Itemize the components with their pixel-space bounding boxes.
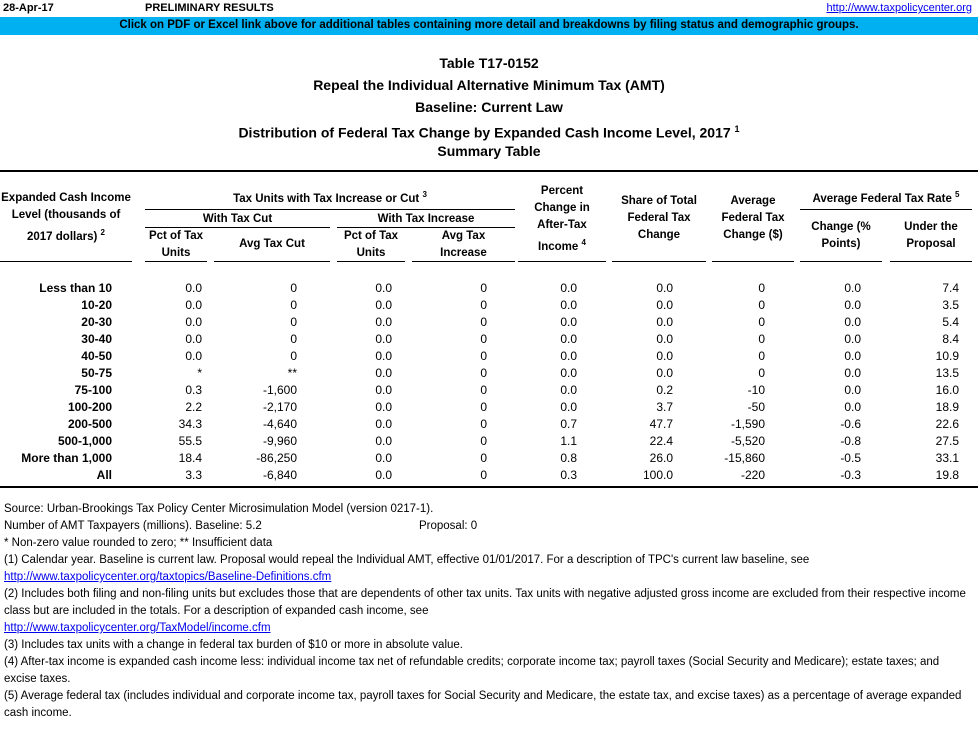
table-cell: -1,590: [730, 416, 765, 431]
table-cell: 0: [480, 297, 487, 312]
under-proposal-header: Under the Proposal: [904, 221, 958, 250]
table-cell: 0: [758, 365, 765, 380]
with-cut-header: With Tax Cut: [202, 213, 273, 225]
table-cell: 0.0: [844, 382, 861, 397]
banner-text: Click on PDF or Excel link above for additional tables containing more detail and breakdowns by filing status and demographic groups.: [119, 19, 859, 31]
note-1: (1) Calendar year. Baseline is current law. Proposal would repeal the Individual AMT, effective 01/01/2017. For a description of TPC's current law baseline, see: [4, 554, 810, 566]
table-cell: 0.0: [375, 399, 392, 414]
summary-table: [0, 279, 959, 483]
avg-rate-rule: [800, 209, 972, 210]
table-cell: -0.6: [840, 416, 861, 431]
table-cell: 0: [758, 280, 765, 295]
table-cell: 0: [290, 280, 297, 295]
table-cell: 0.0: [844, 348, 861, 363]
table-row: [0, 313, 959, 330]
table-cell: 33.1: [935, 450, 959, 465]
avg-cut-header: Avg Tax Cut: [239, 238, 305, 250]
rate-change-header: Change (% Points): [811, 221, 871, 250]
baseline-definitions-link[interactable]: http://www.taxpolicycenter.org/taxtopics/Baseline-Definitions.cfm: [4, 571, 332, 583]
table-cell: 18.9: [935, 399, 959, 414]
row-label: 40-50: [81, 348, 112, 363]
table-cell: 22.4: [649, 433, 673, 448]
table-cell: 0.7: [560, 416, 577, 431]
with-increase-header: With Tax Increase: [377, 213, 475, 225]
table-cell: -6,840: [262, 467, 297, 482]
table-cell: 0.0: [844, 280, 861, 295]
table-cell: -86,250: [256, 450, 297, 465]
table-cell: 0.0: [375, 467, 392, 482]
table-cell: **: [287, 365, 297, 380]
table-notes: [4, 501, 972, 722]
table-cell: 0: [290, 331, 297, 346]
table-cell: 22.6: [935, 416, 959, 431]
row-label: 50-75: [81, 365, 112, 380]
table-cell: 0: [758, 348, 765, 363]
table-cell: 0.0: [560, 314, 577, 329]
rounding-note: * Non-zero value rounded to zero; ** Insufficient data: [4, 537, 273, 549]
note-4: (4) After-tax income is expanded cash income less: individual income tax net of refundable credits; corporate income tax; payroll taxes (Social Security and Medicare); estate taxes; and excise taxes.: [4, 656, 940, 685]
table-cell: 0.0: [185, 280, 202, 295]
table-cell: 3.7: [656, 399, 673, 414]
table-row: [0, 330, 959, 347]
table-cell: 0.0: [185, 348, 202, 363]
table-cell: 18.4: [178, 450, 202, 465]
row-label: More than 1,000: [21, 450, 112, 465]
table-cell: 0.0: [375, 297, 392, 312]
header-top-rule: [0, 170, 978, 172]
table-cell: 0: [480, 314, 487, 329]
table-cell: 0.0: [656, 314, 673, 329]
table-cell: 0.0: [560, 348, 577, 363]
table-cell: 0: [480, 416, 487, 431]
share-header: Share of Total Federal Tax Change: [621, 195, 697, 241]
tpc-link[interactable]: http://www.taxpolicycenter.org: [826, 2, 972, 14]
col-rule-under-prop: [890, 261, 972, 262]
pct-change-header: Percent Change in After-Tax Income $^4$: [534, 185, 590, 253]
table-row: [0, 381, 959, 398]
table-cell: 0.2: [656, 382, 673, 397]
avg-rate-header: Average Federal Tax Rate $^5$: [812, 190, 960, 205]
table-cell: 3.5: [942, 297, 959, 312]
income-level-header: Expanded Cash Income Level (thousands of 2017 dollars) $^2$: [1, 192, 131, 243]
table-cell: 0.0: [656, 365, 673, 380]
table-cell: 0: [480, 331, 487, 346]
table-cell: 0: [480, 382, 487, 397]
table-cell: 0.0: [656, 280, 673, 295]
table-cell: 3.3: [185, 467, 202, 482]
row-label: 75-100: [74, 382, 112, 397]
table-cell: 0.3: [560, 467, 577, 482]
table-cell: -50: [747, 399, 765, 414]
col-rule-share: [612, 261, 706, 262]
report-date: 28-Apr-17: [3, 2, 54, 14]
table-cell: 0.0: [375, 314, 392, 329]
table-cell: 0.0: [375, 433, 392, 448]
amt-taxpayers-note: Number of AMT Taxpayers (millions). Baseline: 5.2 Proposal: 0: [4, 520, 478, 532]
table-cell: -2,170: [262, 399, 297, 414]
note-5: (5) Average federal tax (includes individual and corporate income tax, payroll taxes for Social Security and Medicare, the estate tax, and excise taxes) as a percentage of average expanded cash income.: [4, 690, 962, 719]
table-cell: 0: [758, 297, 765, 312]
col-rule-avg-cut: [214, 261, 330, 262]
table-cell: 0.3: [185, 382, 202, 397]
table-cell: 13.5: [935, 365, 959, 380]
row-label: 200-500: [67, 416, 112, 431]
col-rule-rate-change: [800, 261, 882, 262]
table-cell: 0.0: [844, 314, 861, 329]
table-cell: 0.0: [656, 297, 673, 312]
table-cell: -0.5: [840, 450, 861, 465]
table-cell: 10.9: [935, 348, 959, 363]
table-cell: -15,860: [724, 450, 765, 465]
table-cell: 0: [480, 280, 487, 295]
source-note: Source: Urban-Brookings Tax Policy Center Microsimulation Model (version 0217-1).: [4, 503, 434, 515]
income-definition-link[interactable]: http://www.taxpolicycenter.org/TaxModel/income.cfm: [4, 622, 271, 634]
table-cell: 0: [290, 348, 297, 363]
table-cell: 0.0: [844, 331, 861, 346]
table-cell: 0: [480, 348, 487, 363]
row-label: Less than 10: [39, 280, 112, 295]
table-cell: 8.4: [942, 331, 959, 346]
col-rule-avg-change: [712, 261, 794, 262]
table-cell: 0.0: [656, 331, 673, 346]
table-cell: -1,600: [262, 382, 297, 397]
table-cell: 0: [480, 433, 487, 448]
info-banner: [0, 17, 978, 35]
table-cell: 0.0: [560, 365, 577, 380]
table-cell: 55.5: [178, 433, 202, 448]
table-cell: *: [197, 365, 202, 380]
table-cell: 5.4: [942, 314, 959, 329]
table-cell: 2.2: [185, 399, 202, 414]
row-label: 100-200: [67, 399, 112, 414]
table-cell: 0.0: [185, 297, 202, 312]
table-cell: 27.5: [935, 433, 959, 448]
table-cell: 0.0: [375, 331, 392, 346]
row-label: 20-30: [81, 314, 112, 329]
tax-units-rule: [145, 209, 515, 210]
distribution-title: Distribution of Federal Tax Change by Expanded Cash Income Level, 2017 $^1$: [238, 124, 740, 141]
top-bar: [0, 0, 978, 18]
summary-title: Summary Table: [437, 143, 541, 159]
table-cell: 34.3: [178, 416, 202, 431]
table-cell: 100.0: [642, 467, 673, 482]
table-cell: 0.0: [844, 399, 861, 414]
table-cell: 0.0: [560, 280, 577, 295]
table-cell: 0.0: [185, 314, 202, 329]
table-cell: 0.0: [560, 399, 577, 414]
col-rule-pct-change: [518, 261, 606, 262]
table-cell: 0: [480, 399, 487, 414]
table-cell: 0.0: [844, 297, 861, 312]
table-cell: 0.8: [560, 450, 577, 465]
table-bottom-rule: [0, 486, 978, 488]
table-row: [0, 415, 959, 432]
table-cell: 0.0: [375, 280, 392, 295]
table-cell: 0: [290, 297, 297, 312]
table-title: Repeal the Individual Alternative Minimum Tax (AMT): [313, 77, 665, 93]
table-cell: -4,640: [262, 416, 297, 431]
table-cell: 0: [480, 467, 487, 482]
preliminary-label: PRELIMINARY RESULTS: [145, 2, 274, 14]
table-cell: 0.0: [375, 450, 392, 465]
table-row: [0, 398, 959, 415]
pct-increase-header: Pct of Tax Units: [343, 230, 399, 259]
table-id: Table T17-0152: [439, 55, 539, 71]
avg-increase-header: Avg Tax Increase: [440, 230, 487, 259]
note-3: (3) Includes tax units with a change in federal tax burden of $10 or more in absolute value.: [4, 639, 463, 651]
tax-units-header: Tax Units with Tax Increase or Cut $^3$: [233, 190, 427, 205]
table-cell: 0.0: [375, 382, 392, 397]
table-cell: 19.8: [935, 467, 959, 482]
table-row: [0, 449, 959, 466]
table-cell: 0.0: [375, 416, 392, 431]
table-cell: -0.3: [840, 467, 861, 482]
note-2: (2) Includes both filing and non-filing units but excludes those that are dependents of other tax units. Tax units with negative adjusted gross income are excluded from their respective income class but are included in the totals. For a description of expanded cash income, see: [4, 588, 966, 617]
table-cell: 0: [758, 314, 765, 329]
table-row: [0, 279, 959, 296]
col-rule-income: [0, 261, 132, 262]
table-row: [0, 296, 959, 313]
table-titles: [0, 52, 978, 162]
table-cell: 0.0: [560, 331, 577, 346]
table-cell: -220: [740, 467, 765, 482]
table-cell: 1.1: [560, 433, 577, 448]
avg-change-header: Average Federal Tax Change ($): [721, 195, 785, 241]
table-cell: 0: [480, 450, 487, 465]
table-cell: 0: [758, 331, 765, 346]
row-label: 30-40: [81, 331, 112, 346]
table-cell: 0.0: [560, 297, 577, 312]
table-cell: 0.0: [185, 331, 202, 346]
table-row: [0, 347, 959, 364]
table-row: [0, 432, 959, 449]
table-cell: 16.0: [935, 382, 959, 397]
table-cell: -10: [747, 382, 765, 397]
table-cell: 0.0: [844, 365, 861, 380]
table-cell: 26.0: [649, 450, 673, 465]
row-label: All: [96, 467, 112, 482]
table-cell: 0.0: [375, 348, 392, 363]
table-cell: 47.7: [649, 416, 673, 431]
table-row: [0, 364, 959, 381]
table-cell: -9,960: [262, 433, 297, 448]
table-cell: 0: [480, 365, 487, 380]
row-label: 500-1,000: [57, 433, 112, 448]
table-cell: 0: [290, 314, 297, 329]
table-row: [0, 466, 959, 483]
baseline-title: Baseline: Current Law: [415, 99, 563, 115]
table-cell: -5,520: [730, 433, 765, 448]
table-cell: 0.0: [656, 348, 673, 363]
row-label: 10-20: [81, 297, 112, 312]
table-cell: 0.0: [560, 382, 577, 397]
table-cell: 7.4: [942, 280, 959, 295]
table-cell: 0.0: [375, 365, 392, 380]
table-cell: -0.8: [840, 433, 861, 448]
pct-cut-header: Pct of Tax Units: [148, 230, 204, 259]
